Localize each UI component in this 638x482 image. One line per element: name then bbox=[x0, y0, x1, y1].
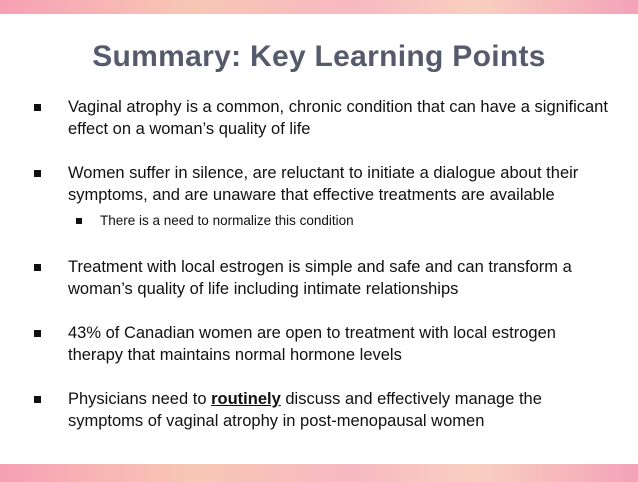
square-bullet-icon bbox=[34, 104, 41, 111]
sub-bullet-point bbox=[0, 212, 638, 230]
square-bullet-icon bbox=[34, 396, 41, 403]
top-decorative-band bbox=[0, 0, 638, 14]
square-bullet-icon bbox=[34, 330, 41, 337]
square-bullet-icon bbox=[34, 170, 41, 177]
bullet-point-3 bbox=[0, 256, 638, 300]
square-bullet-icon bbox=[34, 264, 41, 271]
bullet-text: 43% of Canadian women are open to treatment with local estrogen therapy that maintains normal hormone levels bbox=[68, 324, 556, 364]
bottom-decorative-band bbox=[0, 464, 638, 482]
sub-bullet-text: There is a need to normalize this condition bbox=[100, 213, 354, 228]
emphasized-word: routinely bbox=[211, 390, 281, 408]
bullet-text: Treatment with local estrogen is simple and safe and can transform a woman’s quality of life including intimate relationships bbox=[68, 258, 572, 298]
bullet-list bbox=[0, 96, 638, 454]
bullet-text-after: discuss and effectively manage the symptoms of vaginal atrophy in post-menopausal women bbox=[68, 390, 542, 430]
bullet-text: Women suffer in silence, are reluctant to initiate a dialogue about their symptoms, and are unaware that effective treatments are available bbox=[68, 164, 579, 204]
bullet-point-1 bbox=[0, 96, 638, 140]
bullet-point-4 bbox=[0, 322, 638, 366]
slide-title: Summary: Key Learning Points bbox=[92, 40, 546, 73]
bullet-point-5 bbox=[0, 388, 638, 432]
bullet-point-2 bbox=[0, 162, 638, 206]
bullet-text: Vaginal atrophy is a common, chronic condition that can have a significant effect on a woman’s quality of life bbox=[68, 98, 608, 138]
square-bullet-icon bbox=[76, 218, 82, 224]
bullet-text-before: Physicians need to bbox=[68, 390, 212, 408]
